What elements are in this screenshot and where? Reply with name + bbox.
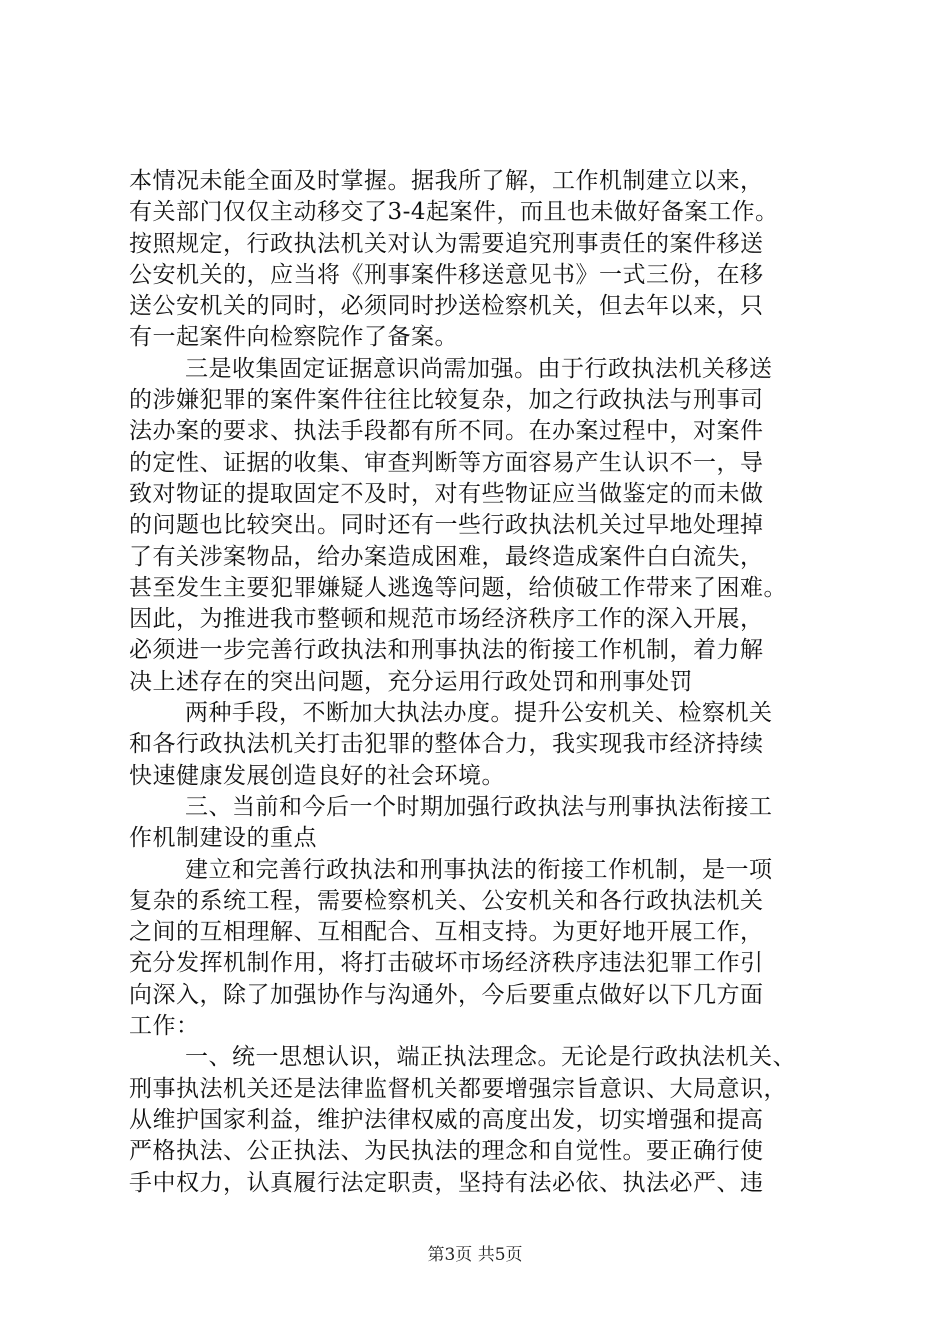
text-line: 法办案的要求、执法手段都有所不同。在办案过程中，对案件 [129, 418, 764, 445]
text-line: 甚至发生主要犯罪嫌疑人逃逸等问题，给侦破工作带来了困难。 [129, 574, 787, 601]
text-line: 三、当前和今后一个时期加强行政执法与刑事执法衔接工 [185, 793, 773, 820]
text-line: 两种手段，不断加大执法办度。提升公安机关、检察机关 [185, 700, 773, 727]
text-line: 复杂的系统工程，需要检察机关、公安机关和各行政执法机关 [129, 887, 764, 914]
text-line: 决上述存在的突出问题，充分运用行政处罚和刑事处罚 [129, 668, 693, 695]
text-line: 严格执法、公正执法、为民执法的理念和自觉性。要正确行使 [129, 1138, 764, 1165]
text-line: 送公安机关的同时，必须同时抄送检察机关，但去年以来，只 [129, 293, 764, 320]
text-line: 有一起案件向检察院作了备案。 [129, 324, 458, 351]
text-line: 从维护国家利益，维护法律权威的高度出发，切实增强和提高 [129, 1106, 764, 1133]
text-line: 本情况未能全面及时掌握。据我所了解，工作机制建立以来， [129, 168, 764, 194]
text-line: 一、统一思想认识，端正执法理念。无论是行政执法机关、 [185, 1044, 796, 1071]
text-line: 致对物证的提取固定不及时，对有些物证应当做鉴定的而未做 [129, 480, 764, 507]
text-line: 刑事执法机关还是法律监督机关都要增强宗旨意识、大局意识， [129, 1075, 787, 1102]
text-line: 作机制建设的重点 [129, 825, 317, 852]
text-line: 的涉嫌犯罪的案件案件往往比较复杂，加之行政执法与刑事司 [129, 387, 764, 414]
text-line: 充分发挥机制作用，将打击破坏市场经济秩序违法犯罪工作引 [129, 950, 764, 977]
text-line: 和各行政执法机关打击犯罪的整体合力，我实现我市经济持续 [129, 731, 764, 758]
text-line: 因此，为推进我市整顿和规范市场经济秩序工作的深入开展， [129, 606, 764, 633]
text-line: 公安机关的，应当将《刑事案件移送意见书》一式三份，在移 [129, 261, 764, 288]
text-line: 快速健康发展创造良好的社会环境。 [129, 762, 505, 789]
text-line: 了有关涉案物品，给办案造成困难，最终造成案件白白流失， [129, 543, 764, 570]
text-line: 向深入，除了加强协作与沟通外，今后要重点做好以下几方面 [129, 981, 764, 1008]
text-line: 建立和完善行政执法和刑事执法的衔接工作机制，是一项 [185, 856, 773, 883]
page-footer: 第3页 共5页 [427, 1245, 523, 1265]
text-line: 的定性、证据的收集、审查判断等方面容易产生认识不一，导 [129, 449, 764, 476]
text-line: 的问题也比较突出。同时还有一些行政执法机关过早地处理掉 [129, 512, 764, 539]
text-line: 工作： [129, 1013, 200, 1040]
text-line: 之间的互相理解、互相配合、互相支持。为更好地开展工作， [129, 919, 764, 946]
text-line: 有关部门仅仅主动移交了3-4起案件，而且也未做好备案工作。 [129, 199, 779, 226]
body-text [129, 166, 829, 1199]
text-line: 必须进一步完善行政执法和刑事执法的衔接工作机制，着力解 [129, 637, 764, 664]
text-line: 手中权力，认真履行法定职责，坚持有法必依、执法必严、违 [129, 1169, 764, 1196]
text-line: 按照规定，行政执法机关对认为需要追究刑事责任的案件移送 [129, 230, 764, 257]
text-line: 三是收集固定证据意识尚需加强。由于行政执法机关移送 [185, 355, 773, 382]
